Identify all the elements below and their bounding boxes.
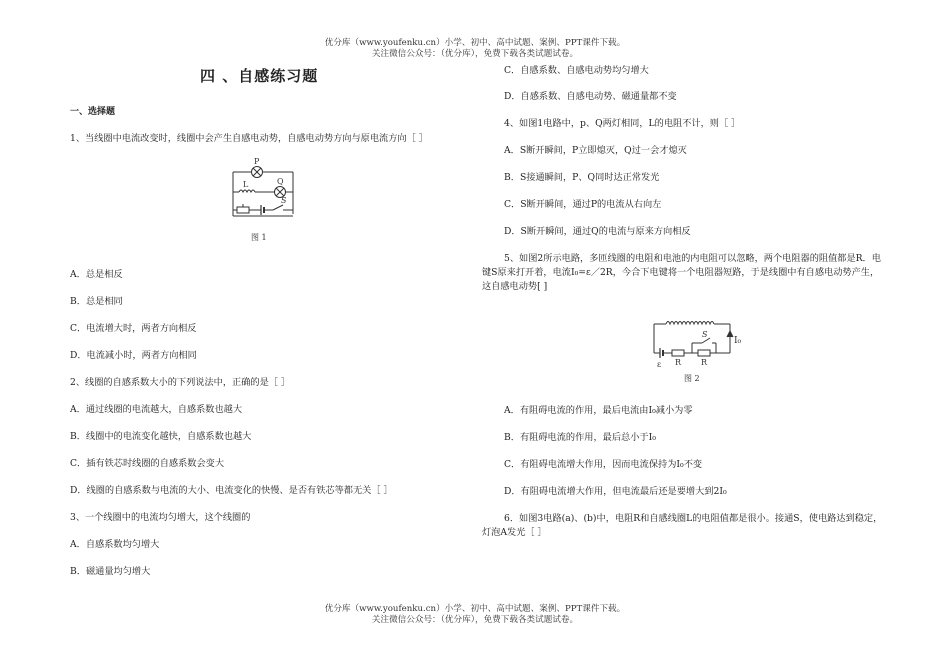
fig2-label-r2: R — [701, 358, 708, 367]
question-6-line-2: 灯泡A发光［ ］ — [482, 527, 547, 538]
fig2-label-s: S — [702, 330, 708, 339]
figure-1-circuit — [225, 156, 305, 246]
fig1-label-q: Q — [277, 177, 284, 186]
q3-option-c: C．自感系数、自感电动势均匀增大 — [504, 65, 649, 76]
q5-option-d: D．有阻碍电流增大作用，但电流最后还是要增大到2I₀ — [504, 486, 727, 497]
header-line-2: 关注微信公众号：（优分库），免费下载各类试题试卷。 — [371, 49, 579, 59]
question-2: 2、线圈的自感系数大小的下列说法中，正确的是［ ］ — [70, 377, 291, 388]
header-line-1: 优分库（www.youfenku.cn）小学、初中、高中试题、案例、PPT课件下载。 — [324, 38, 626, 48]
q1-option-a: A．总是相反 — [70, 269, 123, 280]
q2-option-c: C．插有铁芯时线圈的自感系数会变大 — [70, 458, 225, 469]
q2-option-a: A．通过线圈的电流越大，自感系数也越大 — [70, 404, 243, 415]
question-5-line-1: 5、如图2所示电路，多匝线圈的电阻和电池的内电阻可以忽略，两个电阻器的阻值都是R．电 — [504, 253, 881, 264]
page-header — [0, 38, 950, 60]
fig1-caption: 图 1 — [251, 233, 267, 242]
fig2-label-i0: I₀ — [734, 336, 742, 346]
page-footer — [0, 604, 950, 626]
q2-option-d: D．线圈的自感系数与电流的大小、电流变化的快慢、是否有铁芯等都无关［ ］ — [70, 485, 393, 496]
question-3: 3、一个线圈中的电流均匀增大，这个线圈的 — [70, 512, 251, 523]
q4-option-b: B．S接通瞬间，P、Q同时达正常发光 — [504, 172, 660, 183]
q1-option-c: C．电流增大时，两者方向相反 — [70, 323, 197, 334]
q4-option-a: A．S断开瞬间，P立即熄灭，Q过一会才熄灭 — [504, 145, 687, 156]
question-6-line-1: 6．如图3电路(a)、(b)中，电阻R和自感线圈L的电阻值都是很小。接通S，使电路达到稳定， — [504, 513, 883, 524]
fig1-label-l: L — [243, 180, 249, 189]
question-4: 4、如图1电路中，p、Q两灯相同，L的电阻不计，则［ ］ — [504, 118, 741, 129]
q1-option-d: D．电流减小时，两者方向相同 — [70, 350, 197, 361]
q3-option-d: D．自感系数、自感电动势、磁通量都不变 — [504, 91, 677, 102]
figure-2-circuit — [650, 315, 750, 387]
fig2-label-eps: ε — [657, 360, 662, 369]
footer-line-1: 优分库（www.youfenku.cn）小学、初中、高中试题、案例、PPT课件下载。 — [324, 604, 626, 614]
q3-option-a: A．自感系数均匀增大 — [70, 539, 160, 550]
q2-option-b: B．线圈中的电流变化越快，自感系数也越大 — [70, 431, 252, 442]
q4-option-d: D．S断开瞬间，通过Q的电流与原来方向相反 — [504, 226, 691, 237]
q5-option-a: A．有阻碍电流的作用，最后电流由I₀减小为零 — [504, 405, 693, 416]
q4-option-c: C．S断开瞬间，通过P的电流从右向左 — [504, 199, 662, 210]
section-heading: 一、选择题 — [70, 107, 116, 117]
footer-line-2: 关注微信公众号：（优分库），免费下载各类试题试卷。 — [371, 615, 579, 625]
question-5-line-2: 键S原来打开着，电流I₀=ε／2R，今合下电键将一个电阻器短路，于是线圈中有自感电动势产生， — [482, 267, 880, 278]
question-1: 1、当线圈中电流改变时，线圈中会产生自感电动势，自感电动势方向与原电流方向［ ］ — [70, 133, 428, 144]
q5-option-b: B．有阻碍电流的作用，最后总小于I₀ — [504, 432, 656, 443]
fig1-label-p: P — [254, 157, 260, 166]
q3-option-b: B．磁通量均匀增大 — [70, 566, 151, 577]
fig2-caption: 图 2 — [684, 374, 700, 383]
page-title: 四 、自感练习题 — [200, 67, 319, 85]
fig2-label-r1: R — [675, 358, 682, 367]
q1-option-b: B．总是相同 — [70, 296, 123, 307]
fig1-label-s: S — [281, 196, 287, 205]
q5-option-c: C．有阻碍电流增大作用，因而电流保持为I₀不变 — [504, 459, 703, 470]
question-5-line-3: 这自感电动势[ ] — [482, 281, 548, 292]
